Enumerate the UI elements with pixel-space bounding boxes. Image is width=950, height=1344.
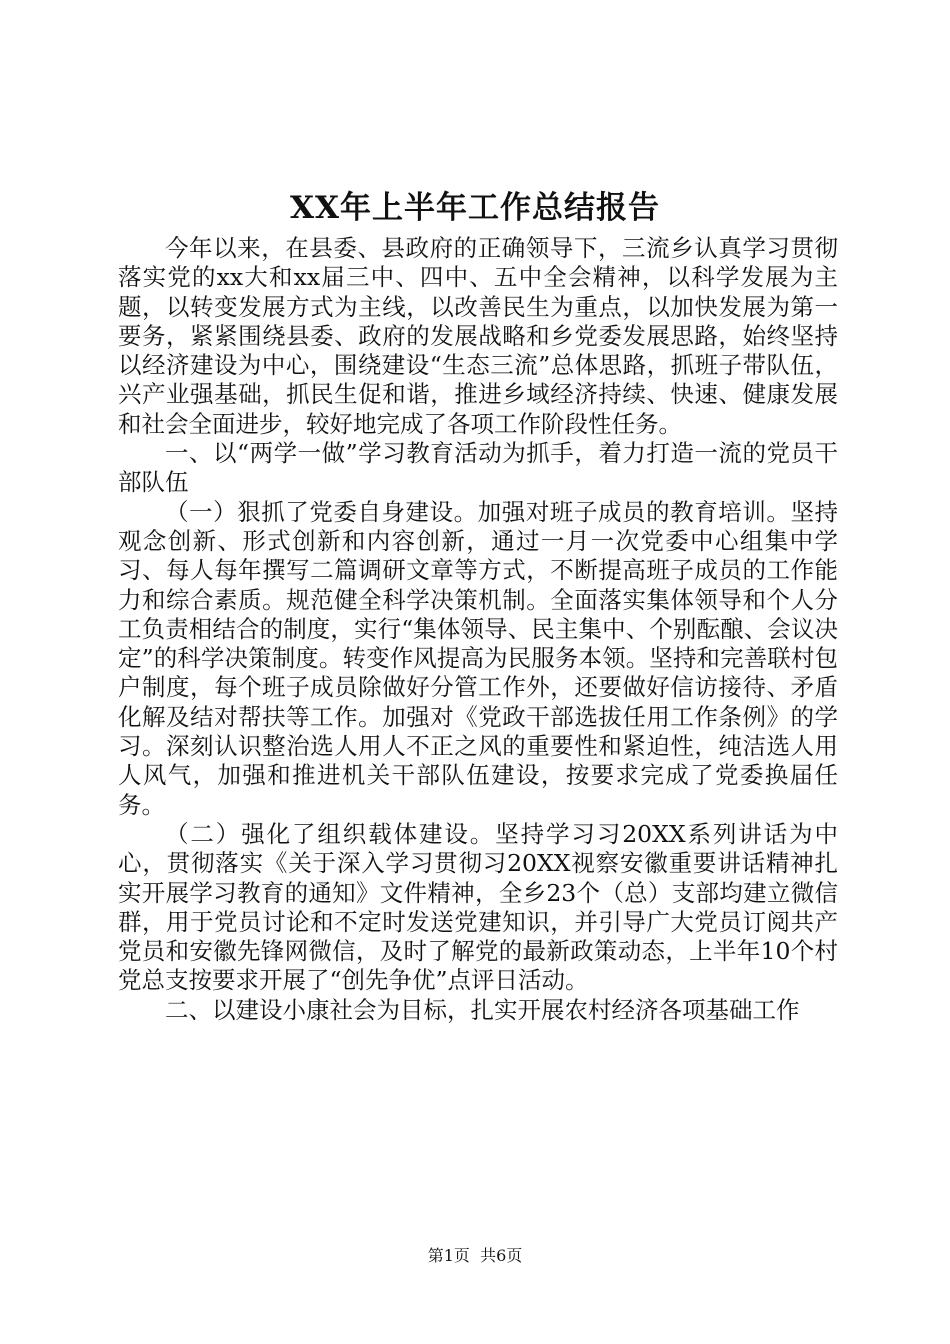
paragraph-intro: 今年以来，在县委、县政府的正确领导下，三流乡认真学习贯彻落实党的xx大和xx届三中、四中、五中全会精神，以科学发展为主题，以转变发展方式为主线，以改善民生为重点，以加快发展为第一要务，紧紧围绕县委、政府的发展战略和乡党委发展思路，始终坚持以经济建设为中心，围绕建设“生态三流”总体思路，抓班子带队伍，兴产业强基础，抓民生促和谐，推进乡域经济持续、快速、健康发展和社会全面进步，较好地完成了各项工作阶段性任务。	[118, 234, 838, 438]
page-number: 第1页	[427, 1246, 470, 1265]
section-heading-2: 二、以建设小康社会为目标，扎实开展农村经济各项基础工作	[165, 995, 800, 1024]
page-footer	[0, 1245, 950, 1267]
page-total: 共6页	[480, 1246, 523, 1265]
paragraph-party-building: （一）狠抓了党委自身建设。加强对班子成员的教育培训。坚持观念创新、形式创新和内容创新，通过一月一次党委中心组集中学习、每人每年撰写二篇调研文章等方式，不断提高班子成员的工作能力和综合素质。规范健全科学决策机制。全面落实集体领导和个人分工负责相结合的制度，实行“集体领导、民主集中、个别酝酿、会议决定”的科学决策制度。转变作风提高为民服务本领。坚持和完善联村包户制度，每个班子成员除做好分管工作外，还要做好信访接待、矛盾化解及结对帮扶等工作。加强对《党政干部选拔任用工作条例》的学习。深刻认识整治选人用人不正之风的重要性和紧迫性，纯洁选人用人风气，加强和推进机关干部队伍建设，按要求完成了党委换届任务。	[118, 497, 838, 819]
section-heading-1: 一、以“两学一做”学习教育活动为抓手，着力打造一流的党员干部队伍	[118, 439, 838, 497]
document-title: XX年上半年工作总结报告	[289, 190, 661, 226]
document-body	[118, 234, 838, 1025]
paragraph-organization: （二）强化了组织载体建设。坚持学习习20XX系列讲话为中心，贯彻落实《关于深入学习贯彻习20XX视察安徽重要讲话精神扎实开展学习教育的通知》文件精神，全乡23个（总）支部均建立微信群，用于党员讨论和不定时发送党建知识，并引导广大党员订阅共产党员和安徽先锋网微信，及时了解党的最新政策动态，上半年10个村党总支按要求开展了“创先争优”点评日活动。	[118, 819, 838, 995]
